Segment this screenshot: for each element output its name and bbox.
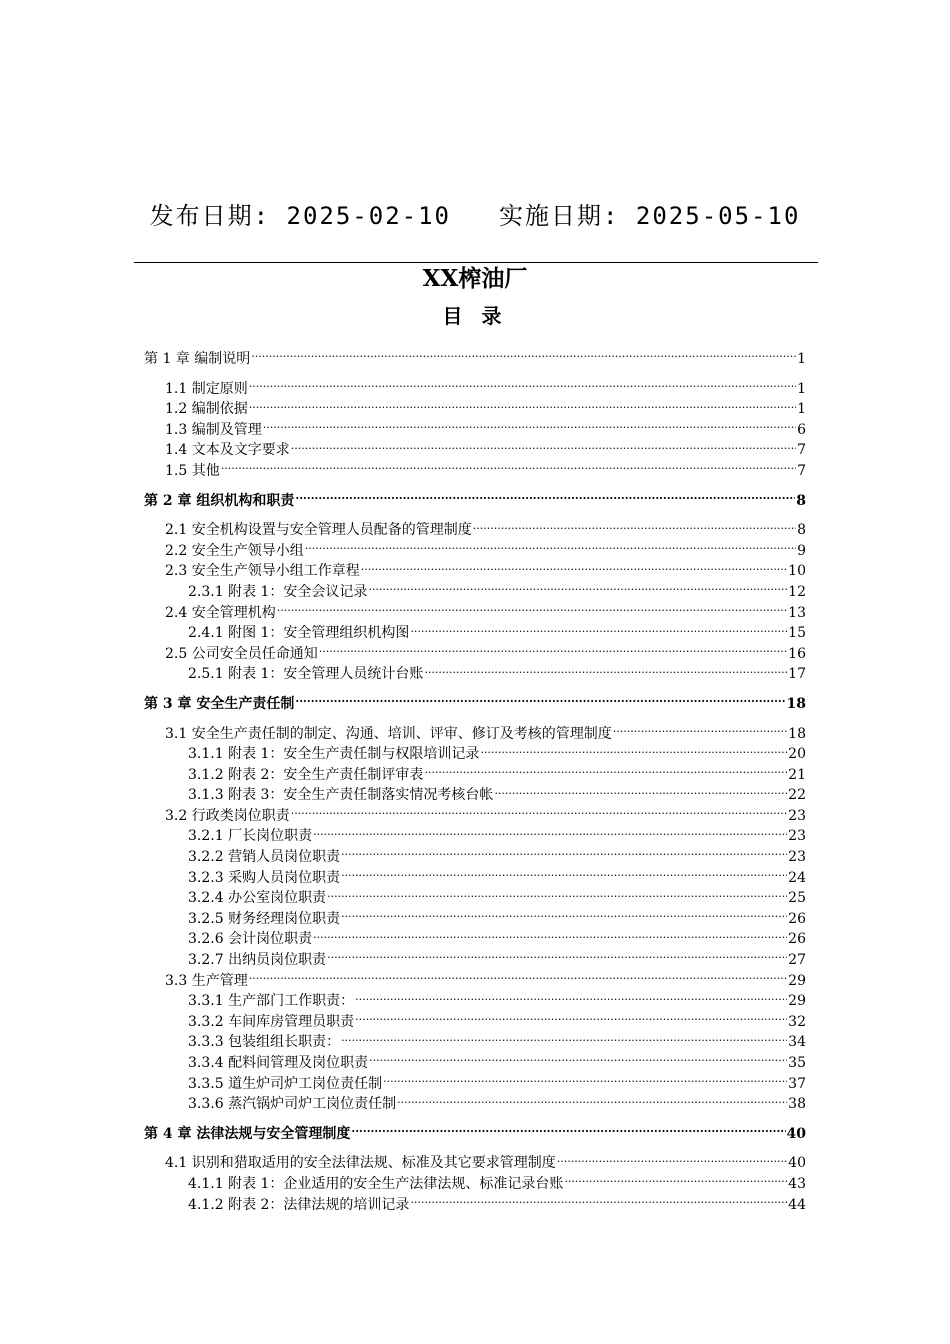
toc-dot-leader xyxy=(494,785,787,799)
toc-entry[interactable] xyxy=(144,1032,806,1053)
toc-chapter-entry[interactable] xyxy=(144,491,806,512)
release-date: 发布日期: 2025-02-10 xyxy=(149,202,451,230)
toc-dot-leader xyxy=(368,582,787,596)
toc-page-number: 9 xyxy=(797,542,806,559)
toc-dot-leader xyxy=(277,603,787,617)
company-name: XX榨油厂 xyxy=(422,265,528,292)
toc-page-number: 23 xyxy=(788,849,806,866)
toc-dot-leader xyxy=(341,868,787,882)
toc-entry-title: 1.5 其他 xyxy=(165,462,220,479)
toc-dot-leader xyxy=(351,1124,785,1138)
toc-page-number: 40 xyxy=(788,1155,806,1172)
toc-entry-title: 3.3.3 包装组组长职责： xyxy=(188,1034,341,1051)
toc-dot-leader xyxy=(564,1174,787,1188)
toc-page-number: 44 xyxy=(788,1196,806,1213)
toc-entry[interactable] xyxy=(144,1012,806,1033)
toc-entry[interactable] xyxy=(144,929,806,950)
toc-entry[interactable] xyxy=(144,1195,806,1216)
toc-page-number: 12 xyxy=(788,583,806,600)
toc-dot-leader xyxy=(341,1032,787,1046)
toc-dot-leader xyxy=(305,541,796,555)
toc-page-number: 26 xyxy=(788,910,806,927)
toc-dot-leader xyxy=(295,491,795,505)
toc-entry[interactable] xyxy=(144,1074,806,1095)
toc-entry[interactable] xyxy=(144,520,806,541)
toc-page-number: 22 xyxy=(788,787,806,804)
toc-page-number: 40 xyxy=(786,1125,806,1142)
toc-page-number: 1 xyxy=(797,401,806,418)
toc-entry-title: 4.1 识别和猎取适用的安全法律法规、标准及其它要求管理制度 xyxy=(165,1155,556,1172)
toc-entry-title: 1.2 编制依据 xyxy=(165,401,248,418)
toc-entry-title: 3.2.4 办公室岗位职责 xyxy=(188,890,327,907)
toc-dot-leader xyxy=(383,1074,787,1088)
toc-entry-title: 3.1.2 附表 2：安全生产责任制评审表 xyxy=(188,766,424,783)
toc-entry-title: 3.2.6 会计岗位职责 xyxy=(188,931,313,948)
toc-dot-leader xyxy=(355,1012,787,1026)
toc-page-number: 29 xyxy=(788,972,806,989)
toc-entry[interactable] xyxy=(144,991,806,1012)
toc-dot-leader xyxy=(557,1153,787,1167)
toc-entry-title: 1.3 编制及管理 xyxy=(165,421,262,438)
toc-entry-title: 3.3.4 配料间管理及岗位职责 xyxy=(188,1055,369,1071)
toc-page-number: 35 xyxy=(788,1055,806,1071)
toc-dot-leader xyxy=(480,744,787,758)
publication-dates xyxy=(0,196,950,231)
toc-entry-title: 3.1 安全生产责任制的制定、沟通、培训、评审、修订及考核的管理制度 xyxy=(165,725,612,742)
toc-dot-leader xyxy=(313,929,787,943)
toc-dot-leader xyxy=(291,806,787,820)
toc-entry-title: 3.2.2 营销人员岗位职责 xyxy=(188,849,341,866)
toc-entry[interactable] xyxy=(144,603,806,624)
toc-entry[interactable] xyxy=(144,420,806,441)
toc-page-number: 18 xyxy=(786,695,806,712)
toc-page-number: 15 xyxy=(788,625,806,642)
toc-entry[interactable] xyxy=(144,785,806,806)
toc-entry[interactable] xyxy=(144,379,806,400)
toc-page-number: 8 xyxy=(796,492,806,509)
toc-entry-title: 3.2.7 出纳员岗位职责 xyxy=(188,952,327,969)
toc-page-number: 23 xyxy=(788,807,806,824)
header-divider xyxy=(134,262,818,263)
effective-date: 实施日期: 2025-05-10 xyxy=(499,202,801,230)
toc-page-number: 16 xyxy=(788,645,806,662)
toc-entry[interactable] xyxy=(144,399,806,420)
toc-page-number: 25 xyxy=(788,890,806,907)
toc-entry-title: 3.3.5 道生炉司炉工岗位责任制 xyxy=(188,1075,383,1092)
toc-entry-title: 3.3 生产管理 xyxy=(165,972,248,989)
toc-dot-leader xyxy=(249,379,796,393)
toc-page-number: 10 xyxy=(788,563,806,580)
toc-entry[interactable] xyxy=(144,950,806,971)
toc-page-number: 8 xyxy=(797,522,806,539)
toc-entry[interactable] xyxy=(144,806,806,827)
toc-dot-leader xyxy=(355,991,787,1005)
toc-entry[interactable] xyxy=(144,868,806,889)
toc-entry-title: 第 1 章 编制说明 xyxy=(144,351,251,367)
toc-entry-title: 3.3.2 车间库房管理员职责 xyxy=(188,1013,355,1030)
toc-page-number: 23 xyxy=(788,828,806,845)
toc-entry-title: 3.2.3 采购人员岗位职责 xyxy=(188,869,341,886)
toc-entry-title: 3.1.3 附表 3：安全生产责任制落实情况考核台帐 xyxy=(188,787,494,804)
toc-dot-leader xyxy=(327,950,787,964)
toc-page-number: 24 xyxy=(788,869,806,886)
toc-page-number: 17 xyxy=(788,666,806,683)
toc-dot-leader xyxy=(424,765,787,779)
toc-entry-title: 第 3 章 安全生产责任制 xyxy=(144,695,295,712)
toc-entry[interactable] xyxy=(144,765,806,786)
toc-entry[interactable] xyxy=(144,744,806,765)
toc-entry-title: 2.5.1 附表 1：安全管理人员统计台账 xyxy=(188,666,424,683)
toc-dot-leader xyxy=(295,694,785,708)
toc-dot-leader xyxy=(410,1195,787,1209)
toc-entry[interactable] xyxy=(144,623,806,644)
toc-entry-title: 2.3 安全生产领导小组工作章程 xyxy=(165,563,360,580)
toc-dot-leader xyxy=(291,440,796,454)
toc-entry-title: 3.1.1 附表 1：安全生产责任制与权限培训记录 xyxy=(188,746,480,763)
toc-entry[interactable] xyxy=(144,1053,806,1074)
toc-entry[interactable] xyxy=(144,561,806,582)
toc-dot-leader xyxy=(327,888,787,902)
toc-entry[interactable] xyxy=(144,826,806,847)
toc-title: 目 录 xyxy=(442,304,508,328)
toc-entry[interactable] xyxy=(144,909,806,930)
toc-entry-title: 3.2.1 厂长岗位职责 xyxy=(188,828,313,845)
toc-dot-leader xyxy=(251,349,796,363)
toc-entry[interactable] xyxy=(144,847,806,868)
toc-dot-leader xyxy=(341,847,787,861)
toc-entry-title: 1.4 文本及文字要求 xyxy=(165,442,290,459)
toc-page-number: 20 xyxy=(788,746,806,763)
toc-entry[interactable] xyxy=(144,541,806,562)
toc-page-number: 43 xyxy=(788,1175,806,1192)
toc-entry-title: 3.3.6 蒸汽锅炉司炉工岗位责任制 xyxy=(188,1096,397,1113)
toc-entry[interactable] xyxy=(144,582,806,603)
toc-entry[interactable] xyxy=(144,1094,806,1115)
toc-page-number: 13 xyxy=(788,604,806,621)
toc-dot-leader xyxy=(397,1094,787,1108)
toc-entry[interactable] xyxy=(144,888,806,909)
toc-chapter-entry[interactable] xyxy=(144,349,806,370)
toc-chapter-entry[interactable] xyxy=(144,1124,806,1145)
table-of-contents xyxy=(144,349,806,1215)
toc-entry-title: 4.1.2 附表 2：法律法规的培训记录 xyxy=(188,1196,410,1213)
toc-entry-title: 3.2 行政类岗位职责 xyxy=(165,807,290,824)
toc-dot-leader xyxy=(361,561,787,575)
toc-entry-title: 3.2.5 财务经理岗位职责 xyxy=(188,910,341,927)
toc-entry[interactable] xyxy=(144,644,806,665)
toc-page-number: 37 xyxy=(788,1075,806,1092)
toc-dot-leader xyxy=(249,399,796,413)
toc-page-number: 38 xyxy=(788,1096,806,1113)
toc-entry-title: 3.3.1 生产部门工作职责： xyxy=(188,993,355,1010)
toc-dot-leader xyxy=(221,461,796,475)
toc-entry[interactable] xyxy=(144,440,806,461)
toc-entry-title: 2.1 安全机构设置与安全管理人员配备的管理制度 xyxy=(165,522,472,539)
toc-page-number: 27 xyxy=(788,952,806,969)
toc-entry-title: 2.4.1 附图 1：安全管理组织机构图 xyxy=(188,625,410,642)
toc-page-number: 6 xyxy=(797,421,806,438)
toc-dot-leader xyxy=(249,971,787,985)
toc-dot-leader xyxy=(613,724,787,738)
toc-entry-title: 第 4 章 法律法规与安全管理制度 xyxy=(144,1125,351,1142)
toc-page-number: 7 xyxy=(797,442,806,459)
toc-page-number: 1 xyxy=(797,380,806,397)
toc-dot-leader xyxy=(313,826,787,840)
toc-dot-leader xyxy=(473,520,796,534)
toc-entry-title: 2.4 安全管理机构 xyxy=(165,604,276,621)
toc-dot-leader xyxy=(410,623,787,637)
toc-chapter-entry[interactable] xyxy=(144,694,806,715)
toc-entry[interactable] xyxy=(144,971,806,992)
toc-page-number: 29 xyxy=(788,993,806,1010)
toc-entry[interactable] xyxy=(144,461,806,482)
toc-entry-title: 1.1 制定原则 xyxy=(165,380,248,397)
toc-dot-leader xyxy=(263,420,796,434)
toc-dot-leader xyxy=(424,664,787,678)
toc-page-number: 7 xyxy=(797,462,806,479)
toc-page-number: 18 xyxy=(788,725,806,742)
toc-entry-title: 2.5 公司安全员任命通知 xyxy=(165,645,318,662)
toc-entry-title: 第 2 章 组织机构和职责 xyxy=(144,492,295,509)
toc-page-number: 21 xyxy=(788,766,806,783)
toc-entry[interactable] xyxy=(144,1153,806,1174)
toc-entry[interactable] xyxy=(144,1174,806,1195)
toc-dot-leader xyxy=(319,644,787,658)
toc-entry[interactable] xyxy=(144,724,806,745)
toc-page-number: 32 xyxy=(788,1013,806,1030)
toc-entry-title: 4.1.1 附表 1：企业适用的安全生产法律法规、标准记录台账 xyxy=(188,1175,564,1192)
toc-entry[interactable] xyxy=(144,664,806,685)
toc-page-number: 1 xyxy=(797,351,806,367)
toc-page-number: 34 xyxy=(788,1034,806,1051)
toc-dot-leader xyxy=(369,1053,787,1067)
toc-dot-leader xyxy=(341,909,787,923)
toc-entry-title: 2.2 安全生产领导小组 xyxy=(165,542,304,559)
toc-entry-title: 2.3.1 附表 1：安全会议记录 xyxy=(188,583,368,600)
toc-page-number: 26 xyxy=(788,931,806,948)
